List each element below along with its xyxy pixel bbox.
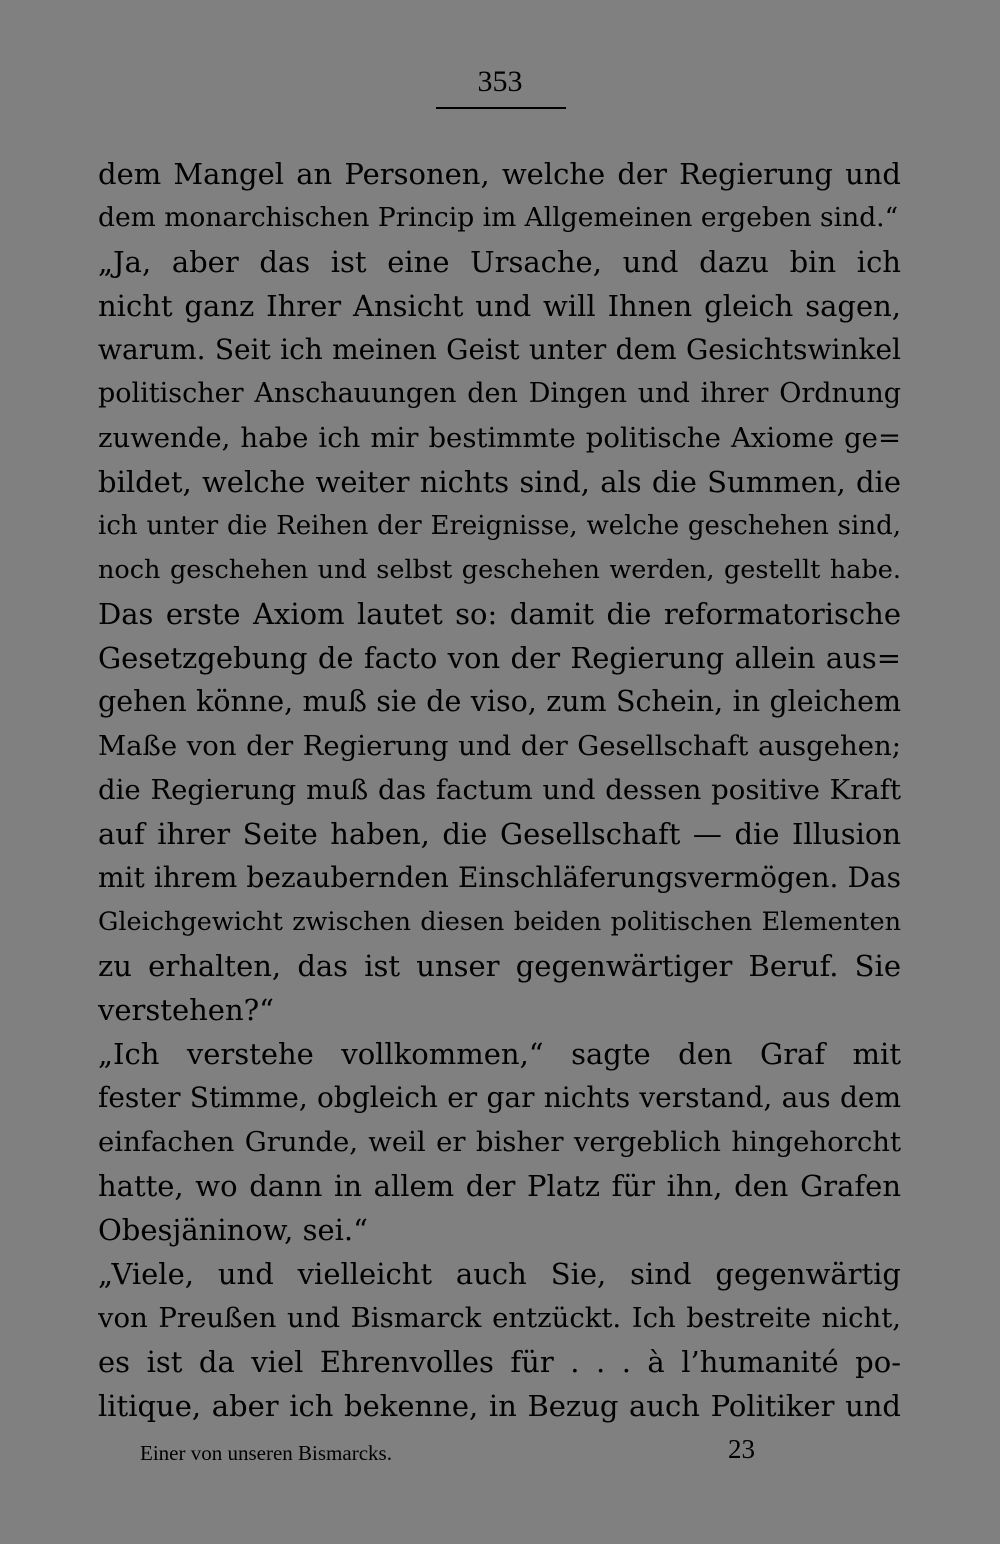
text-line: die Regierung muß das factum und dessen positive Kraft	[98, 774, 901, 806]
text-line: Maße von der Regierung und der Gesellschaft ausgehen;	[98, 730, 901, 762]
body-text	[98, 152, 901, 1428]
text-line: „Ja, aber das ist eine Ursache, und dazu bin ich	[98, 245, 901, 279]
text-line: warum. Seit ich meinen Geist unter dem Gesichtswinkel	[98, 333, 901, 366]
text-line: noch geschehen und selbst geschehen werden, gestellt habe.	[98, 555, 901, 585]
text-line: Obesjäninow, sei.“	[98, 1213, 368, 1247]
text-line: verstehen?“	[98, 993, 274, 1027]
text-line: litique, aber ich bekenne, in Bezug auch Politiker und	[98, 1389, 901, 1423]
text-line: zuwende, habe ich mir bestimmte politische Axiome ge=	[98, 422, 901, 454]
text-line: Gleichgewicht zwischen diesen beiden politischen Elementen	[98, 907, 901, 937]
text-line: Gesetzgebung de facto von der Regierung allein aus=	[98, 641, 901, 675]
text-line: „Viele, und vielleicht auch Sie, sind gegenwärtig	[98, 1257, 901, 1291]
text-line: „Ich verstehe vollkommen,“ sagte den Graf mit	[98, 1037, 901, 1071]
header-rule	[436, 107, 566, 109]
text-line: fester Stimme, obgleich er gar nichts verstand, aus dem	[98, 1081, 901, 1114]
text-line: dem Mangel an Personen, welche der Regierung und	[98, 157, 901, 191]
text-line: einfachen Grunde, weil er bisher vergeblich hingehorcht	[98, 1126, 901, 1158]
text-line: nicht ganz Ihrer Ansicht und will Ihnen gleich sagen,	[98, 289, 901, 323]
text-line: dem monarchischen Princip im Allgemeinen ergeben sind.“	[98, 202, 899, 233]
text-line: bildet, welche weiter nichts sind, als die Summen, die	[98, 465, 901, 499]
text-line: von Preußen und Bismarck entzückt. Ich bestreite nicht,	[98, 1302, 901, 1334]
text-line: auf ihrer Seite haben, die Gesellschaft — die Illusion	[98, 817, 901, 851]
text-line: ich unter die Reihen der Ereignisse, welche geschehen sind,	[98, 511, 901, 541]
text-line: mit ihrem bezaubernden Einschläferungsvermögen. Das	[98, 861, 901, 894]
page-number: 353	[477, 65, 523, 98]
text-line: zu erhalten, das ist unser gegenwärtiger Beruf. Sie	[98, 949, 901, 983]
text-line: es ist da viel Ehrenvolles für . . . à l’humanité po-	[98, 1345, 901, 1379]
text-line: hatte, wo dann in allem der Platz für ihn, den Grafen	[98, 1169, 901, 1203]
text-line: politischer Anschauungen den Dingen und ihrer Ordnung	[98, 378, 901, 409]
text-line: Das erste Axiom lautet so: damit die reformatorische	[98, 597, 901, 631]
text-line: gehen könne, muß sie de viso, zum Schein, in gleichem	[98, 685, 901, 718]
footer-signature: Einer von unseren Bismarcks.	[140, 1441, 392, 1465]
footer-sheet-number: 23	[728, 1434, 755, 1464]
